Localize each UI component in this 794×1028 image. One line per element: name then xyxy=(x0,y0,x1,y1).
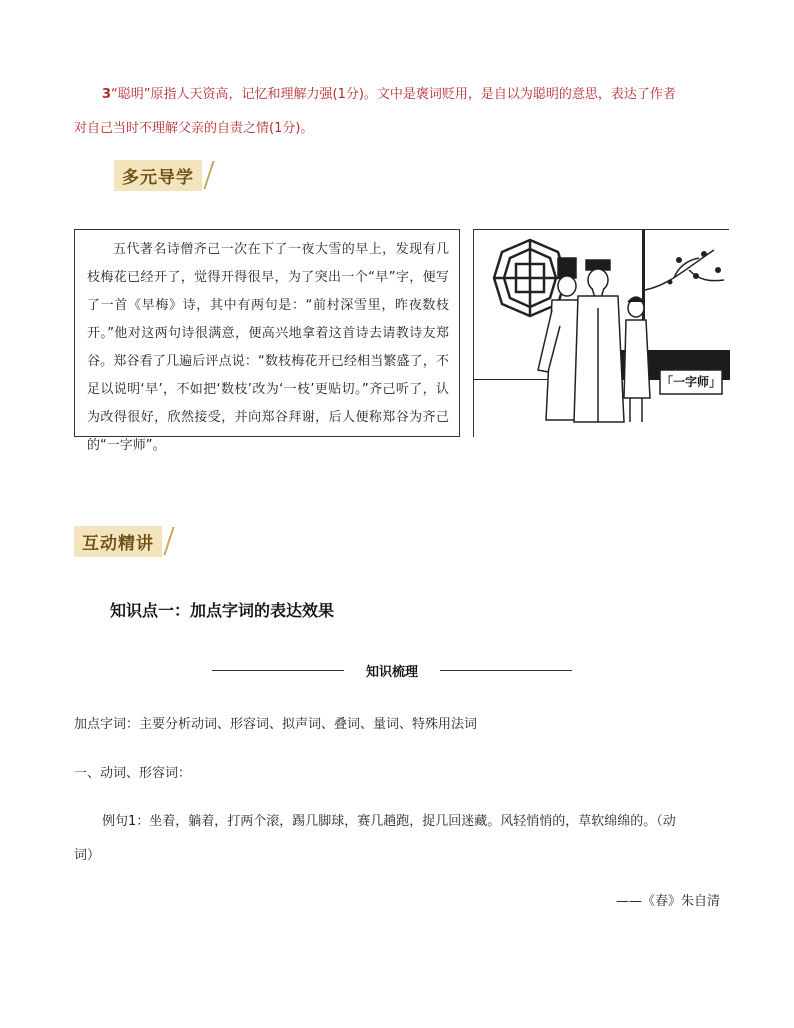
separator-line-left xyxy=(212,670,344,671)
section-slash-decoration xyxy=(163,527,174,555)
separator-line-right xyxy=(440,670,572,671)
illustration-drawing-icon xyxy=(474,230,730,438)
knowledge-separator xyxy=(212,658,572,682)
story-box xyxy=(74,229,460,453)
example-line-1: 例句1：坐着，躺着，打两个滚，踢几脚球，赛几趟跑，捉几回迷藏。风轻悄悄的，草软绵绵的。（动 xyxy=(102,814,676,829)
section-header-hudong xyxy=(74,526,170,556)
answer-line-2: 对自己当时不理解父亲的自责之情(1分)。 xyxy=(74,121,314,136)
section-label-duoyuan: 多元导学 xyxy=(114,160,202,191)
example-source: ——《春》朱自清 xyxy=(615,894,720,909)
example-line-2: 词） xyxy=(74,848,101,863)
example-sentence xyxy=(74,805,724,873)
section-label-hudong: 互动精讲 xyxy=(74,526,162,557)
separator-label: 知识梳理 xyxy=(366,664,419,680)
knowledge-heading-1: 一、动词、形容词： xyxy=(74,766,192,781)
answer-paragraph xyxy=(74,78,724,146)
illustration-yizishi xyxy=(473,229,729,437)
answer-number: 3 xyxy=(102,87,112,102)
knowledge-point-title: 知识点一：加点字词的表达效果 xyxy=(110,601,335,620)
story-text: 五代著名诗僧齐己一次在下了一夜大雪的早上，发现有几枝梅花已经开了，觉得开得很早，为了突出一个“早”字，便写了一首《早梅》诗，其中有两句是：“前村深雪里，昨夜数枝开。”他对这两句诗很满意，便高兴地拿着这首诗去请教诗友郑谷。郑谷看了几遍后评点说：“数枝梅花开已经相当繁盛了，不足以说明‘早’，不如把‘数枝’改为‘一枝’更贴切。”齐己听了，认为改得很好，欣然接受，并向郑谷拜谢，后人便称郑谷为齐己的“一字师”。 xyxy=(87,242,449,453)
answer-line-1: “聪明”原指人天资高，记忆和理解力强(1分)。文中是褒词贬用，是自以为聪明的意思，表达了作者 xyxy=(111,87,676,102)
illustration-caption: 「一字师」 xyxy=(660,375,721,389)
section-header-duoyuan xyxy=(114,160,210,190)
knowledge-intro: 加点字词：主要分析动词、形容词、拟声词、叠词、量词、特殊用法词 xyxy=(74,717,478,732)
section-slash-decoration xyxy=(203,161,214,189)
